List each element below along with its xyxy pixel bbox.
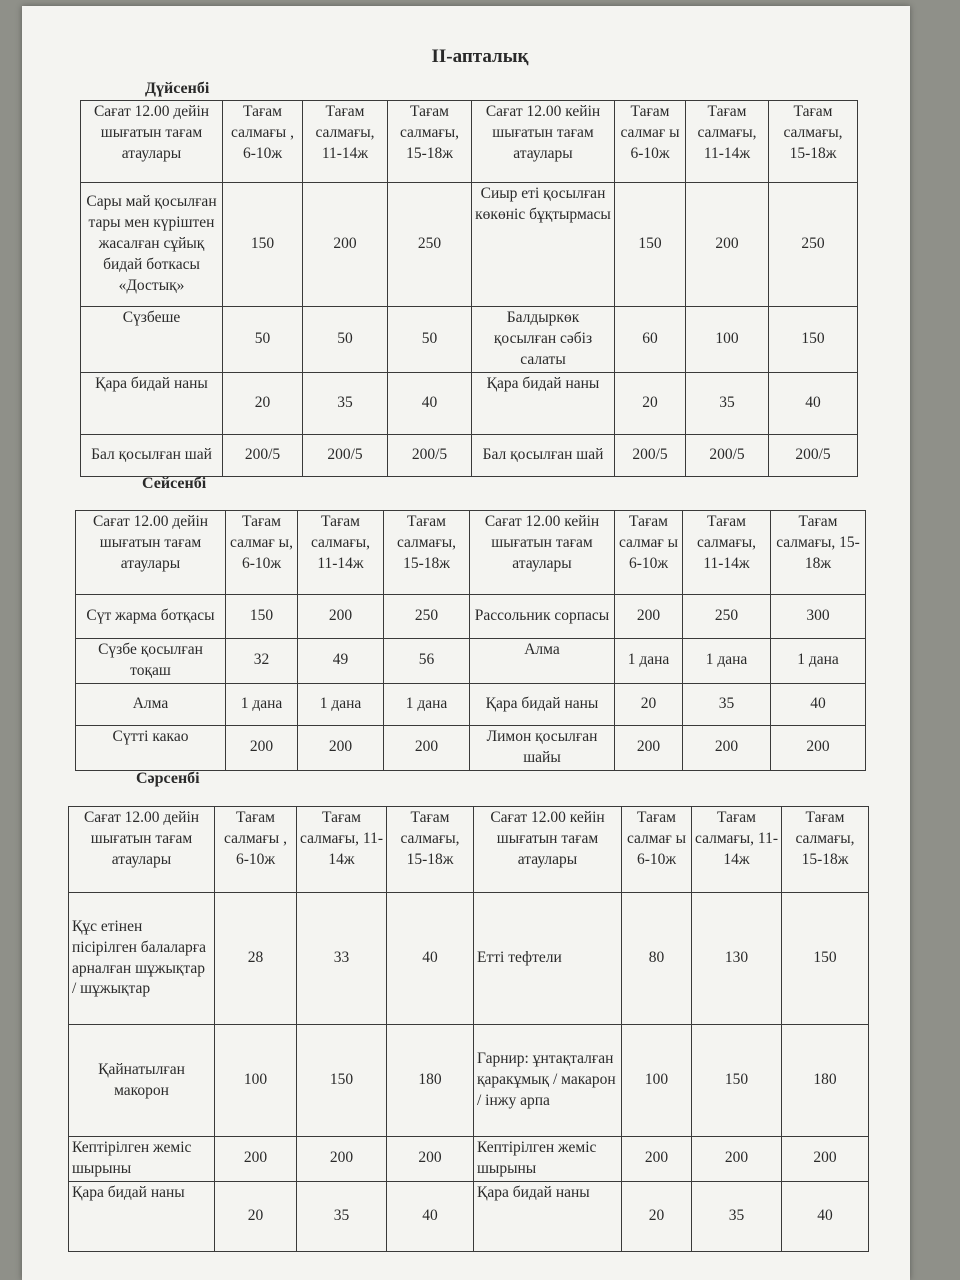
table-cell: 32 bbox=[226, 639, 298, 684]
header-cell: Сағат 12.00 дейін шығатын тағам атаулары bbox=[76, 511, 226, 595]
table-cell: Қара бидай наны bbox=[69, 1181, 215, 1251]
header-cell: Сағат 12.00 дейін шығатын тағам атаулары bbox=[69, 807, 215, 893]
header-cell: Сағат 12.00 кейін шығатын тағам атаулары bbox=[470, 511, 615, 595]
table-row bbox=[76, 725, 866, 770]
table-cell: 20 bbox=[615, 372, 686, 434]
table-cell: 20 bbox=[622, 1181, 692, 1251]
wednesday-table bbox=[68, 806, 869, 1252]
table-cell: Сүзбе қосылған тоқаш bbox=[76, 639, 226, 684]
table-cell: 130 bbox=[692, 893, 782, 1025]
table-cell: 100 bbox=[686, 307, 769, 373]
table-row bbox=[76, 595, 866, 639]
table-cell: 49 bbox=[298, 639, 384, 684]
header-cell: Сағат 12.00 кейін шығатын тағам атаулары bbox=[474, 807, 622, 893]
table-cell: 150 bbox=[223, 183, 303, 307]
table-cell: Құс етінен пісірілген балаларға арналған шұжықтар / шұжықтар bbox=[69, 893, 215, 1025]
table-row bbox=[81, 434, 858, 476]
table-cell: 200 bbox=[692, 1137, 782, 1182]
table-cell: 200 bbox=[771, 725, 866, 770]
table-row bbox=[81, 372, 858, 434]
table-row bbox=[69, 1025, 869, 1137]
table-cell: 56 bbox=[384, 639, 470, 684]
table-cell: 150 bbox=[615, 183, 686, 307]
table-header-row bbox=[76, 511, 866, 595]
table-cell: 200 bbox=[298, 725, 384, 770]
table-cell: Балдыркөк қосылған сәбіз салаты bbox=[472, 307, 615, 373]
header-cell: Тағам салмағ ы 6-10ж bbox=[622, 807, 692, 893]
table-cell: 200 bbox=[298, 595, 384, 639]
table-cell: 100 bbox=[622, 1025, 692, 1137]
table-cell: Сүтті какао bbox=[76, 725, 226, 770]
day-title-tuesday: Сейсенбі bbox=[142, 475, 207, 492]
table-cell: 40 bbox=[387, 893, 474, 1025]
table-cell: 200 bbox=[686, 183, 769, 307]
table-cell: 200 bbox=[622, 1137, 692, 1182]
table-header-row bbox=[69, 807, 869, 893]
table-cell: 1 дана bbox=[683, 639, 771, 684]
table-cell: 250 bbox=[384, 595, 470, 639]
table-cell: 28 bbox=[215, 893, 297, 1025]
table-cell: Қара бидай наны bbox=[81, 372, 223, 434]
table-cell: 200 bbox=[297, 1137, 387, 1182]
table-cell: 200 bbox=[683, 725, 771, 770]
table-cell: 200 bbox=[384, 725, 470, 770]
table-cell: 200 bbox=[303, 183, 388, 307]
table-cell: 20 bbox=[215, 1181, 297, 1251]
table-cell: 250 bbox=[683, 595, 771, 639]
table-cell: Сиыр еті қосылған көкөніс бұқтырмасы bbox=[472, 183, 615, 307]
header-cell: Тағам салмағы, 15-18ж bbox=[387, 807, 474, 893]
table-row bbox=[69, 1137, 869, 1182]
table-row bbox=[69, 893, 869, 1025]
table-cell: 100 bbox=[215, 1025, 297, 1137]
table-cell: Етті тефтели bbox=[474, 893, 622, 1025]
table-cell: 1 дана bbox=[384, 683, 470, 725]
table-cell: 150 bbox=[297, 1025, 387, 1137]
table-cell: 200/5 bbox=[615, 434, 686, 476]
header-cell: Тағам салмағы , 6-10ж bbox=[215, 807, 297, 893]
table-cell: 200 bbox=[226, 725, 298, 770]
table-cell: Сүт жарма ботқасы bbox=[76, 595, 226, 639]
tuesday-table bbox=[75, 510, 866, 771]
table-cell: 35 bbox=[692, 1181, 782, 1251]
table-cell: Сары май қосылған тары мен күріштен жасалған сұйық бидай боткасы «Достық» bbox=[81, 183, 223, 307]
table-cell: Сүзбеше bbox=[81, 307, 223, 373]
table-cell: 200 bbox=[782, 1137, 869, 1182]
header-cell: Тағам салмағы, 11-14ж bbox=[686, 101, 769, 183]
table-cell: 200/5 bbox=[223, 434, 303, 476]
header-cell: Тағам салмағы, 11-14ж bbox=[303, 101, 388, 183]
header-cell: Тағам салмағы, 11-14ж bbox=[683, 511, 771, 595]
table-cell: 40 bbox=[387, 1181, 474, 1251]
table-cell: 200 bbox=[387, 1137, 474, 1182]
table-row bbox=[81, 183, 858, 307]
table-cell: Алма bbox=[470, 639, 615, 684]
table-cell: Қара бидай наны bbox=[474, 1181, 622, 1251]
table-cell: 250 bbox=[388, 183, 472, 307]
header-cell: Тағам салмағ ы, 6-10ж bbox=[226, 511, 298, 595]
table-cell: 35 bbox=[683, 683, 771, 725]
header-cell: Тағам салмағы, 11-14ж bbox=[297, 807, 387, 893]
table-cell: 200/5 bbox=[303, 434, 388, 476]
table-row bbox=[76, 683, 866, 725]
table-cell: 40 bbox=[771, 683, 866, 725]
day-title-monday: Дүйсенбі bbox=[145, 80, 210, 97]
table-cell: 1 дана bbox=[771, 639, 866, 684]
table-row bbox=[76, 639, 866, 684]
header-cell: Тағам салмағ ы 6-10ж bbox=[615, 101, 686, 183]
table-cell: Қара бидай наны bbox=[470, 683, 615, 725]
table-cell: Кептірілген жеміс шырыны bbox=[474, 1137, 622, 1182]
header-cell: Сағат 12.00 кейін шығатын тағам атаулары bbox=[472, 101, 615, 183]
table-cell: Кептірілген жеміс шырыны bbox=[69, 1137, 215, 1182]
table-cell: 180 bbox=[782, 1025, 869, 1137]
table-cell: 40 bbox=[782, 1181, 869, 1251]
monday-table bbox=[80, 100, 858, 477]
table-cell: 1 дана bbox=[298, 683, 384, 725]
table-cell: 200/5 bbox=[388, 434, 472, 476]
table-cell: 180 bbox=[387, 1025, 474, 1137]
day-title-wednesday: Сәрсенбі bbox=[136, 770, 200, 787]
table-cell: 250 bbox=[769, 183, 858, 307]
table-cell: 150 bbox=[782, 893, 869, 1025]
table-cell: Қайнатылған макорон bbox=[69, 1025, 215, 1137]
page-title: II-апталық bbox=[431, 46, 529, 67]
table-header-row bbox=[81, 101, 858, 183]
table-cell: 300 bbox=[771, 595, 866, 639]
header-cell: Тағам салмағы, 15-18ж bbox=[782, 807, 869, 893]
table-cell: Бал қосылған шай bbox=[472, 434, 615, 476]
table-cell: 1 дана bbox=[615, 639, 683, 684]
table-row bbox=[81, 307, 858, 373]
table-cell: Гарнир: ұнтақталған қаракұмық / макарон / інжу арпа bbox=[474, 1025, 622, 1137]
table-cell: 35 bbox=[303, 372, 388, 434]
table-cell: 60 bbox=[615, 307, 686, 373]
header-cell: Тағам салмағы, 15-18ж bbox=[769, 101, 858, 183]
table-cell: 150 bbox=[692, 1025, 782, 1137]
header-cell: Тағам салмағы, 15-18ж bbox=[384, 511, 470, 595]
table-cell: Алма bbox=[76, 683, 226, 725]
table-cell: 50 bbox=[223, 307, 303, 373]
table-cell: 50 bbox=[388, 307, 472, 373]
table-cell: 150 bbox=[769, 307, 858, 373]
header-cell: Тағам салмағы, 15-18ж bbox=[388, 101, 472, 183]
table-cell: 200 bbox=[615, 595, 683, 639]
table-cell: Рассольник сорпасы bbox=[470, 595, 615, 639]
header-cell: Сағат 12.00 дейін шығатын тағам атаулары bbox=[81, 101, 223, 183]
table-row bbox=[69, 1181, 869, 1251]
table-cell: 1 дана bbox=[226, 683, 298, 725]
header-cell: Тағам салмағы, 11-14ж bbox=[298, 511, 384, 595]
table-cell: 50 bbox=[303, 307, 388, 373]
table-cell: 200 bbox=[215, 1137, 297, 1182]
table-cell: 200/5 bbox=[686, 434, 769, 476]
table-cell: 20 bbox=[223, 372, 303, 434]
table-cell: Лимон қосылған шайы bbox=[470, 725, 615, 770]
table-cell: Бал қосылған шай bbox=[81, 434, 223, 476]
table-cell: 35 bbox=[297, 1181, 387, 1251]
table-cell: 150 bbox=[226, 595, 298, 639]
header-cell: Тағам салмағы, 15-18ж bbox=[771, 511, 866, 595]
table-cell: Қара бидай наны bbox=[472, 372, 615, 434]
table-cell: 200 bbox=[615, 725, 683, 770]
table-cell: 40 bbox=[388, 372, 472, 434]
table-cell: 20 bbox=[615, 683, 683, 725]
table-cell: 200/5 bbox=[769, 434, 858, 476]
table-cell: 35 bbox=[686, 372, 769, 434]
header-cell: Тағам салмағы, 11-14ж bbox=[692, 807, 782, 893]
table-cell: 40 bbox=[769, 372, 858, 434]
header-cell: Тағам салмағ ы 6-10ж bbox=[615, 511, 683, 595]
table-cell: 80 bbox=[622, 893, 692, 1025]
header-cell: Тағам салмағы , 6-10ж bbox=[223, 101, 303, 183]
table-cell: 33 bbox=[297, 893, 387, 1025]
